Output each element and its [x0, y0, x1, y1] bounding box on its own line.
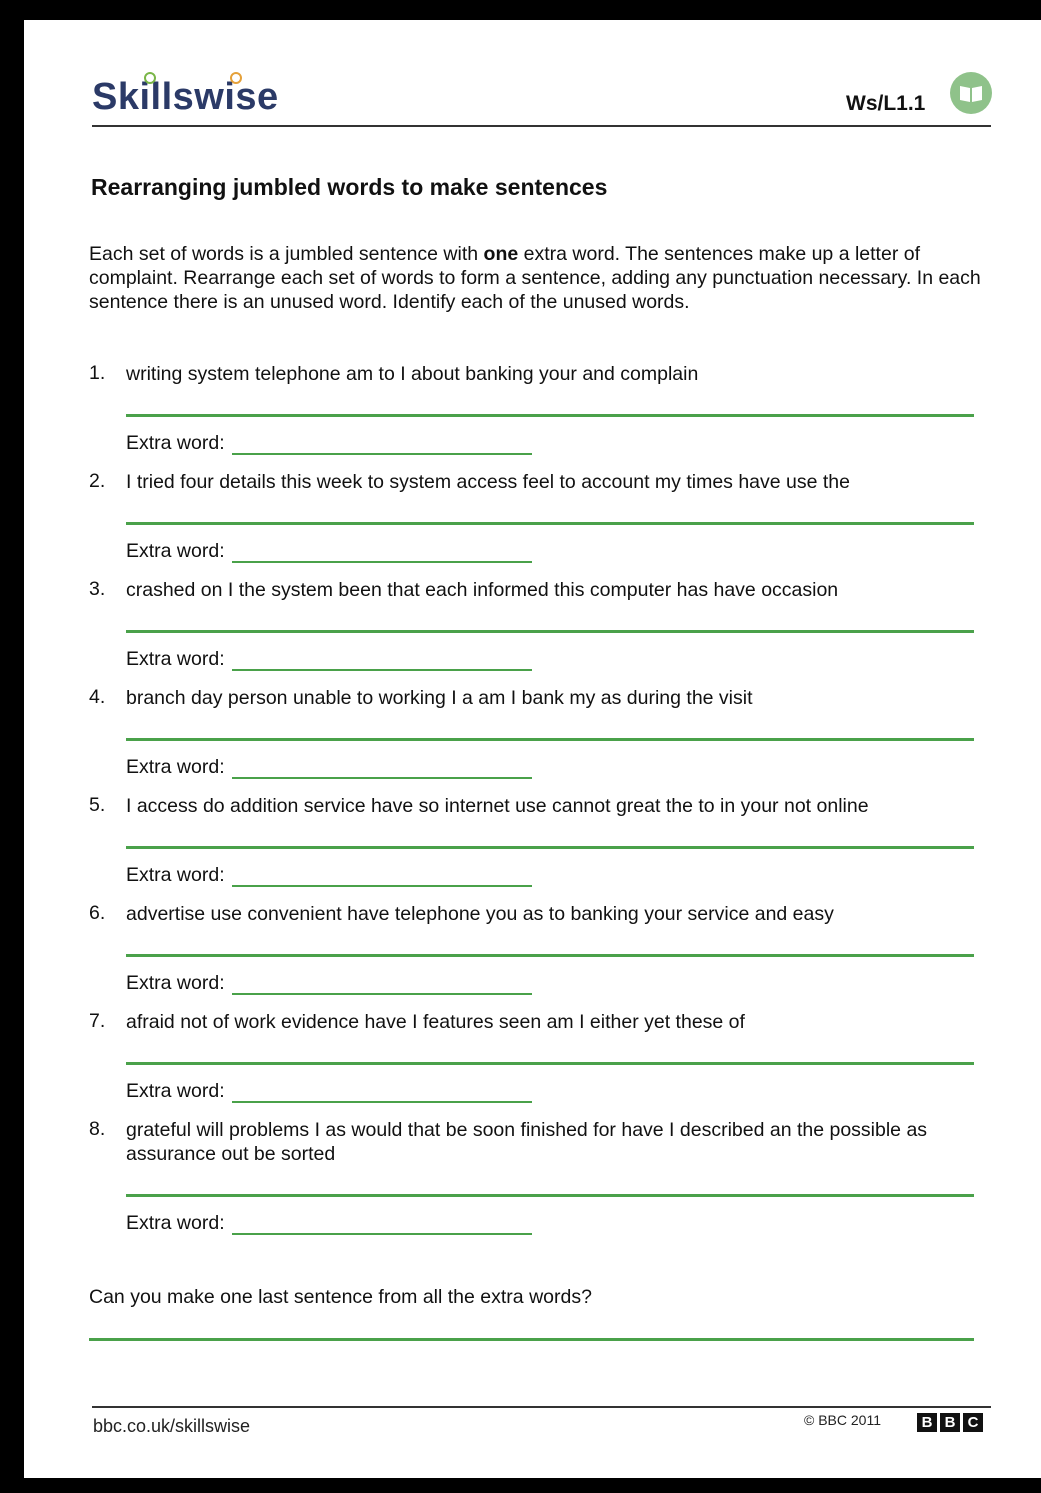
header-divider [92, 125, 991, 127]
extra-word-label: Extra word: [126, 648, 225, 670]
skillswise-logo [92, 76, 279, 119]
answer-line[interactable] [126, 630, 974, 633]
question-number: 3. [89, 578, 106, 600]
jumbled-words: grateful will problems I as would that be soon finished for have I described an the possible as assurance out be sorted [126, 1119, 928, 1165]
answer-line[interactable] [126, 1194, 974, 1197]
bbc-logo [917, 1413, 983, 1432]
jumbled-words: I tried four details this week to system access feel to account my times have use the [126, 471, 850, 493]
extra-word-line[interactable] [232, 561, 532, 563]
instructions [89, 242, 989, 314]
logo-dot-icon [230, 72, 242, 84]
question-number: 1. [89, 362, 106, 384]
final-answer-line[interactable] [89, 1338, 974, 1341]
copyright: © BBC 2011 [804, 1412, 881, 1428]
footer-url[interactable]: bbc.co.uk/skillswise [93, 1416, 251, 1436]
answer-line[interactable] [126, 414, 974, 417]
extra-word-label: Extra word: [126, 432, 225, 454]
extra-word-line[interactable] [232, 453, 532, 455]
logo-text: Skillswise [92, 76, 279, 118]
bbc-letter: B [940, 1413, 960, 1432]
bbc-letter: C [963, 1413, 983, 1432]
page-title: Rearranging jumbled words to make sentences [91, 174, 608, 200]
worksheet-page [24, 20, 1041, 1478]
extra-word-line[interactable] [232, 885, 532, 887]
question-number: 2. [89, 470, 106, 492]
extra-word-line[interactable] [232, 669, 532, 671]
question-number: 8. [89, 1118, 106, 1140]
worksheet-code: Ws/L1.1 [846, 92, 926, 115]
question-number: 6. [89, 902, 106, 924]
question-number: 5. [89, 794, 106, 816]
extra-word-label: Extra word: [126, 864, 225, 886]
extra-word-label: Extra word: [126, 756, 225, 778]
extra-word-line[interactable] [232, 1101, 532, 1103]
final-question: Can you make one last sentence from all the extra words? [89, 1286, 592, 1308]
logo-dot-icon [144, 72, 156, 84]
jumbled-words: afraid not of work evidence have I features seen am I either yet these of [126, 1011, 745, 1033]
book-icon [950, 72, 992, 114]
question-number: 7. [89, 1010, 106, 1032]
jumbled-words: I access do addition service have so internet use cannot great the to in your not online [126, 795, 869, 817]
extra-word-line[interactable] [232, 777, 532, 779]
jumbled-words: crashed on I the system been that each informed this computer has have occasion [126, 579, 839, 601]
extra-word-label: Extra word: [126, 1212, 225, 1234]
jumbled-words: advertise use convenient have telephone you as to banking your service and easy [126, 903, 834, 925]
extra-word-line[interactable] [232, 1233, 532, 1235]
extra-word-label: Extra word: [126, 972, 225, 994]
answer-line[interactable] [126, 522, 974, 525]
answer-line[interactable] [126, 846, 974, 849]
extra-word-label: Extra word: [126, 1080, 225, 1102]
answer-line[interactable] [126, 738, 974, 741]
jumbled-words: writing system telephone am to I about banking your and complain [126, 363, 699, 385]
answer-line[interactable] [126, 1062, 974, 1065]
answer-line[interactable] [126, 954, 974, 957]
question-number: 4. [89, 686, 106, 708]
jumbled-words: branch day person unable to working I a am I bank my as during the visit [126, 687, 753, 709]
extra-word-label: Extra word: [126, 540, 225, 562]
extra-word-line[interactable] [232, 993, 532, 995]
instructions-emphasis: one [483, 243, 519, 265]
instructions-end: extra word. The sentences make up a letter of complaint. Rearrange each set of words to form a sentence, adding any punctuation necessary. In each sentence there is an unused word. Identify each of the unused words. [89, 243, 981, 313]
instructions-start: Each set of words is a jumbled sentence with [89, 243, 484, 265]
bbc-letter: B [917, 1413, 937, 1432]
footer-divider [92, 1406, 991, 1408]
